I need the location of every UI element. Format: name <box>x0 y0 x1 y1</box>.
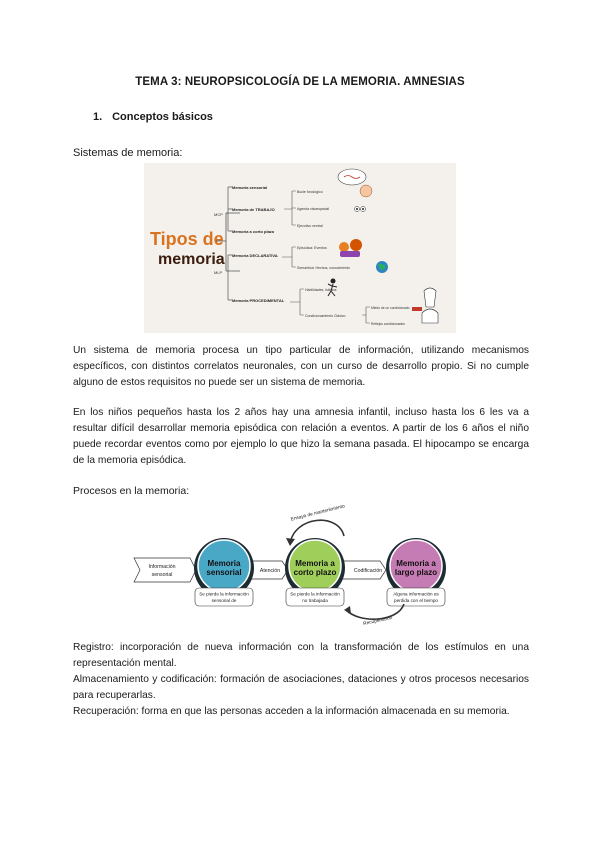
c2-line1: Memoria a <box>295 559 335 568</box>
globe-illustration <box>376 261 388 273</box>
procesos-diagram <box>132 500 472 628</box>
branch-sensorial: Memoria sensorial <box>232 185 268 190</box>
pavlov-illustration <box>412 288 438 323</box>
characters-illustration <box>339 239 362 257</box>
label-sistemas: Sistemas de memoria: <box>73 147 183 159</box>
paragraph-registro: Registro: incorporación de nueva información con la transformación de los estímulos en una representación mental. <box>73 642 529 669</box>
branch-trabajo: Memoria de TRABAJO <box>232 207 275 212</box>
paragraph-almacenamiento: Almacenamiento y codificación: formación de asociaciones, dataciones y otros procesos necesarios para recuperarlas. <box>73 674 529 701</box>
branch-declarativa: Memoria DECLARATIVA <box>232 253 278 258</box>
page-title: TEMA 3: NEUROPSICOLOGÍA DE LA MEMORIA. AMNESIAS <box>135 76 465 88</box>
leaf-episodica: Episódica: Eventos <box>297 246 327 250</box>
leaf-fonologico: Bucle fonológico <box>297 190 323 194</box>
figure-tipos-memoria <box>144 163 456 333</box>
c3-desc-line1: Alguna información es <box>393 591 439 597</box>
mlp-label: MLP <box>214 270 223 275</box>
leaf-semantica: Semántica: Hechos, conocimiento <box>297 266 350 270</box>
speech-bubble-illustration <box>338 169 372 197</box>
branch-procedimental: Memoria PROCEDIMENTAL <box>232 298 285 303</box>
leaf-condicionamiento: Condicionamiento Clásico <box>305 314 346 318</box>
leaf-reflejos: Reflejos condicionados <box>371 322 405 326</box>
tipos-title-line1: Tipos de <box>150 229 224 249</box>
paragraph-ninos: En los niños pequeños hasta los 2 años hay una amnesia infantil, incluso hasta los 6 les va a resultar difícil desarrollar memoria episódica con relación a eventos. A partir de los 6 años el niño puede recordar eventos como por ejemplo lo que hizo la semana pasada. El hipocampo se encarga de la memoria episódica. <box>73 407 529 466</box>
loop-bottom-label: Recuperación <box>362 615 393 628</box>
leaf-miedo: Miedo de un condicionado <box>371 306 410 310</box>
c1-desc-line2: sensorial de <box>211 598 237 603</box>
leaf-visoespacial: Agenda visoespacial <box>297 207 330 211</box>
input-line2: sensorial <box>151 572 173 578</box>
tipos-memoria-diagram <box>144 163 456 333</box>
eyes-illustration <box>355 207 366 212</box>
arrow-codificacion: Codificación <box>353 568 383 574</box>
c3-desc-line2: perdida con el tiempo <box>394 598 438 603</box>
input-line1: Información <box>148 564 176 570</box>
c1-line2: sensorial <box>206 568 242 577</box>
c1-line1: Memoria <box>207 559 241 568</box>
paragraph-sistema: Un sistema de memoria procesa un tipo particular de información, utilizando mecanismos específicos, con distintos correlatos neuronales, con un curso de desarrollo propio. Si no cumple alguno de estos requisitos no puede ser un sistema de memoria. <box>73 345 529 388</box>
label-procesos: Procesos en la memoria: <box>73 485 190 497</box>
c2-line2: corto plazo <box>293 568 337 577</box>
figure-procesos-memoria <box>132 500 472 628</box>
section-label: Conceptos básicos <box>112 111 213 123</box>
mcp-label: MCP <box>214 212 223 217</box>
arrow-atencion: Atención <box>259 568 281 574</box>
c2-desc-line1: Se pierde la información <box>290 591 340 597</box>
leaf-ejecutivo: Ejecutivo central <box>297 224 323 228</box>
c3-line2: largo plazo <box>394 568 438 577</box>
paragraph-recuperacion: Recuperación: forma en que las personas acceden a la información almacenada en su memoria. <box>73 706 510 717</box>
tipos-title-line2: memoria <box>158 251 225 268</box>
section-heading <box>93 111 213 123</box>
section-number: 1. <box>93 111 103 123</box>
c2-desc-line2: no trabajada <box>302 598 328 603</box>
c1-desc-line1: Se pierde la información <box>199 591 249 597</box>
c3-line1: Memoria a <box>396 559 436 568</box>
loop-top-label: Ensayo de mantenimiento <box>290 504 346 523</box>
branch-corto: Memoria a corto plazo <box>232 229 275 234</box>
leaf-habilidades: Habilidades, hábitos <box>305 288 337 292</box>
